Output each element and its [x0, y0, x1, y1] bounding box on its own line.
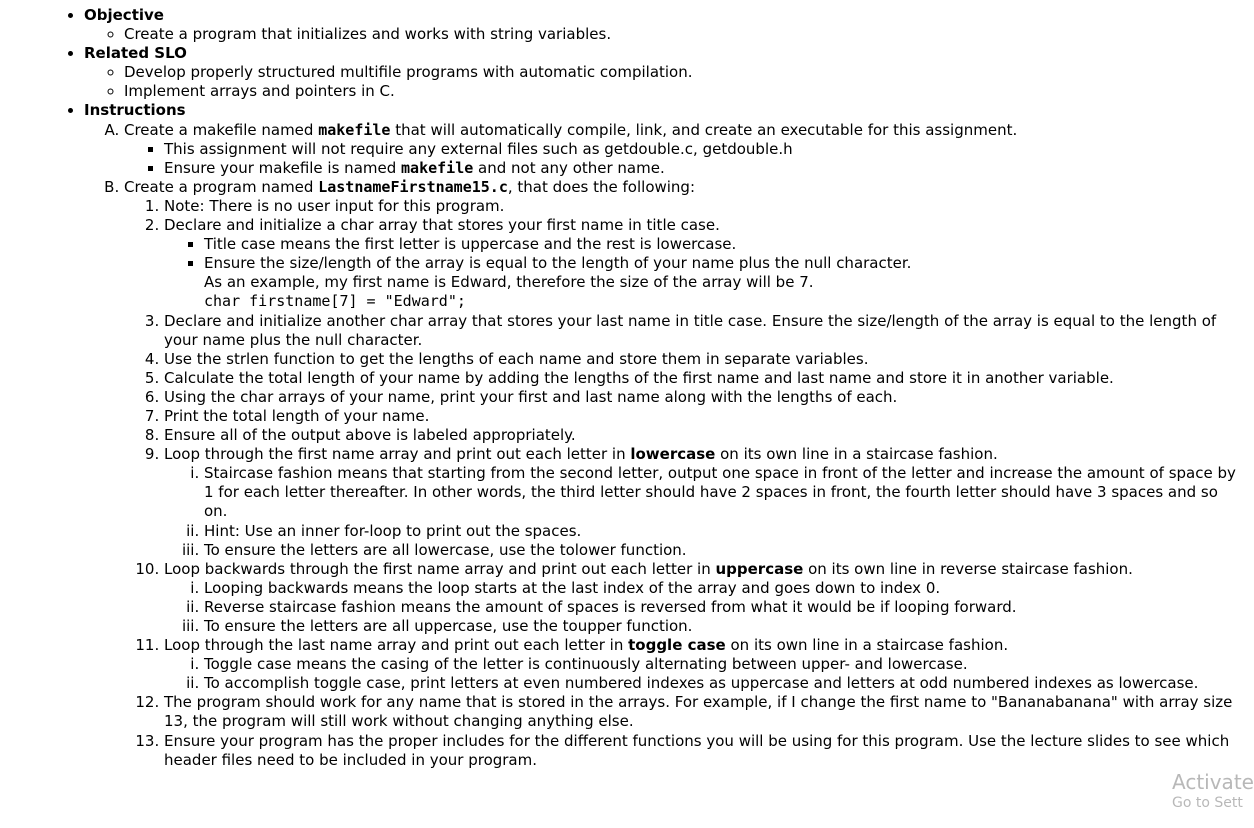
top-level-list: [0, 6, 1237, 770]
makefile-code: makefile: [318, 120, 391, 139]
step-a-note-2-text: Ensure your makefile is named: [164, 158, 402, 177]
step-a-text-end: that will automatically compile, link, and create an executable for this assignment.: [390, 120, 1018, 139]
slo-text-1: ◦ Develop properly structured multifile programs with automatic compilation.: [124, 63, 1237, 82]
step-b-11-text-end: on its own line in a staircase fashion.: [725, 636, 1009, 655]
step-b-12: 12. The program should work for any name that is stored in the arrays. For example, if I change the first name to "Bananabanana" with array size 13, the program will still work without changing anything else.: [164, 693, 1237, 731]
step-b-11-i: i. Toggle case means the casing of the letter is continuously alternating between upper- and lowercase.: [204, 655, 1237, 674]
step-b-1: 1. Note: There is no user input for this program.: [164, 197, 1237, 216]
step-b-2-note-1: ▪ Title case means the first letter is uppercase and the rest is lowercase.: [204, 235, 1237, 254]
step-b-10-i: i. Looping backwards means the loop starts at the last index of the array and goes down to index 0.: [204, 579, 1237, 598]
windows-activation-watermark: [1172, 770, 1254, 812]
step-b: [124, 178, 1237, 770]
slo-text-2: ◦ Implement arrays and pointers in C.: [124, 82, 1237, 101]
assignment-document: [0, 6, 1237, 770]
watermark-line-1: Activate: [1172, 770, 1254, 794]
step-b-7: 7. Print the total length of your name.: [164, 407, 1237, 426]
step-b-text-end: , that does the following:: [507, 177, 696, 196]
instructions-heading: Instructions: [84, 101, 186, 120]
step-b-text: Create a program named: [124, 177, 319, 196]
step-b-9: [164, 445, 1237, 560]
step-b-11-text: Loop through the last name array and print out each letter in: [164, 636, 629, 655]
objective-item: [84, 6, 1237, 44]
instructions-steps: [84, 121, 1237, 770]
step-b-3: 3. Declare and initialize another char array that stores your last name in title case. Ensure the size/length of the array is equal to the length of your name plus the null character.: [164, 312, 1237, 350]
step-b-10: [164, 560, 1237, 636]
step-b-numbered-list: [124, 197, 1237, 770]
slo-sublist: [84, 63, 1237, 101]
step-b-9-text: Loop through the first name array and print out each letter in: [164, 445, 631, 464]
step-b-10-text: Loop backwards through the first name array and print out each letter in: [164, 559, 716, 578]
slo-heading: Related SLO: [84, 44, 187, 63]
objective-text: ◦ Create a program that initializes and works with string variables.: [124, 25, 1237, 44]
step-b-2-text: Declare and initialize a char array that stores your first name in title case.: [164, 216, 720, 235]
program-filename-code: LastnameFirstname15.c: [318, 177, 508, 196]
step-b-9-text-end: on its own line in a staircase fashion.: [715, 445, 998, 464]
step-b-2-sublist: [164, 235, 1237, 311]
step-b-9-iii: iii. To ensure the letters are all lowercase, use the tolower function.: [204, 541, 1237, 560]
step-b-13: 13. Ensure your program has the proper includes for the different functions you will be using for this program. Use the lecture slides to see which header files need to be included in your program.: [164, 732, 1237, 770]
watermark-line-2: Go to Sett: [1172, 795, 1243, 811]
instructions-item: [84, 101, 1237, 769]
step-b-5: 5. Calculate the total length of your name by adding the lengths of the first name and last name and store it in another variable.: [164, 369, 1237, 388]
step-b-4: 4. Use the strlen function to get the lengths of each name and store them in separate variables.: [164, 350, 1237, 369]
firstname-code-example: char firstname[7] = "Edward";: [204, 292, 466, 311]
step-a-sublist: [124, 140, 1237, 178]
step-a-note-2-end: and not any other name.: [473, 158, 665, 177]
step-a-note-2: [164, 159, 1237, 178]
step-a-note-1: ▪ This assignment will not require any external files such as getdouble.c, getdouble.h: [164, 140, 1237, 159]
step-b-11: [164, 636, 1237, 693]
step-b-10-text-end: on its own line in reverse staircase fashion.: [803, 559, 1133, 578]
slo-item: [84, 44, 1237, 101]
step-b-2: [164, 216, 1237, 311]
step-b-9-ii: ii. Hint: Use an inner for-loop to print out the spaces.: [204, 522, 1237, 541]
lowercase-emphasis: lowercase: [630, 445, 716, 464]
step-b-2-note-2-line-2: As an example, my first name is Edward, therefore the size of the array will be 7.: [204, 273, 814, 292]
step-b-10-sublist: [164, 579, 1237, 636]
toggle-case-emphasis: toggle case: [628, 636, 726, 655]
makefile-code-2: makefile: [401, 158, 474, 177]
uppercase-emphasis: uppercase: [715, 559, 804, 578]
step-b-9-i: i. Staircase fashion means that starting from the second letter, output one space in front of the letter and increase the amount of space by 1 for each letter thereafter. In other words, the third letter should have 2 spaces in front, the fourth letter should have 3 spaces and so on.: [204, 464, 1237, 521]
step-b-10-iii: iii. To ensure the letters are all uppercase, use the toupper function.: [204, 617, 1237, 636]
step-b-2-note-2-line-1: Ensure the size/length of the array is equal to the length of your name plus the null character.: [204, 254, 912, 273]
step-b-9-sublist: [164, 464, 1237, 559]
step-b-8: 8. Ensure all of the output above is labeled appropriately.: [164, 426, 1237, 445]
step-b-2-note-2: [204, 254, 1237, 311]
step-b-10-ii: ii. Reverse staircase fashion means the amount of spaces is reversed from what it would be if looping forward.: [204, 598, 1237, 617]
step-a: [124, 121, 1237, 178]
step-b-11-sublist: [164, 655, 1237, 693]
objective-sublist: [84, 25, 1237, 44]
objective-heading: Objective: [84, 6, 164, 24]
step-b-6: 6. Using the char arrays of your name, print your first and last name along with the lengths of each.: [164, 388, 1237, 407]
step-b-11-ii: ii. To accomplish toggle case, print letters at even numbered indexes as uppercase and letters at odd numbered indexes as lowercase.: [204, 674, 1237, 693]
step-a-text: Create a makefile named: [124, 120, 319, 139]
